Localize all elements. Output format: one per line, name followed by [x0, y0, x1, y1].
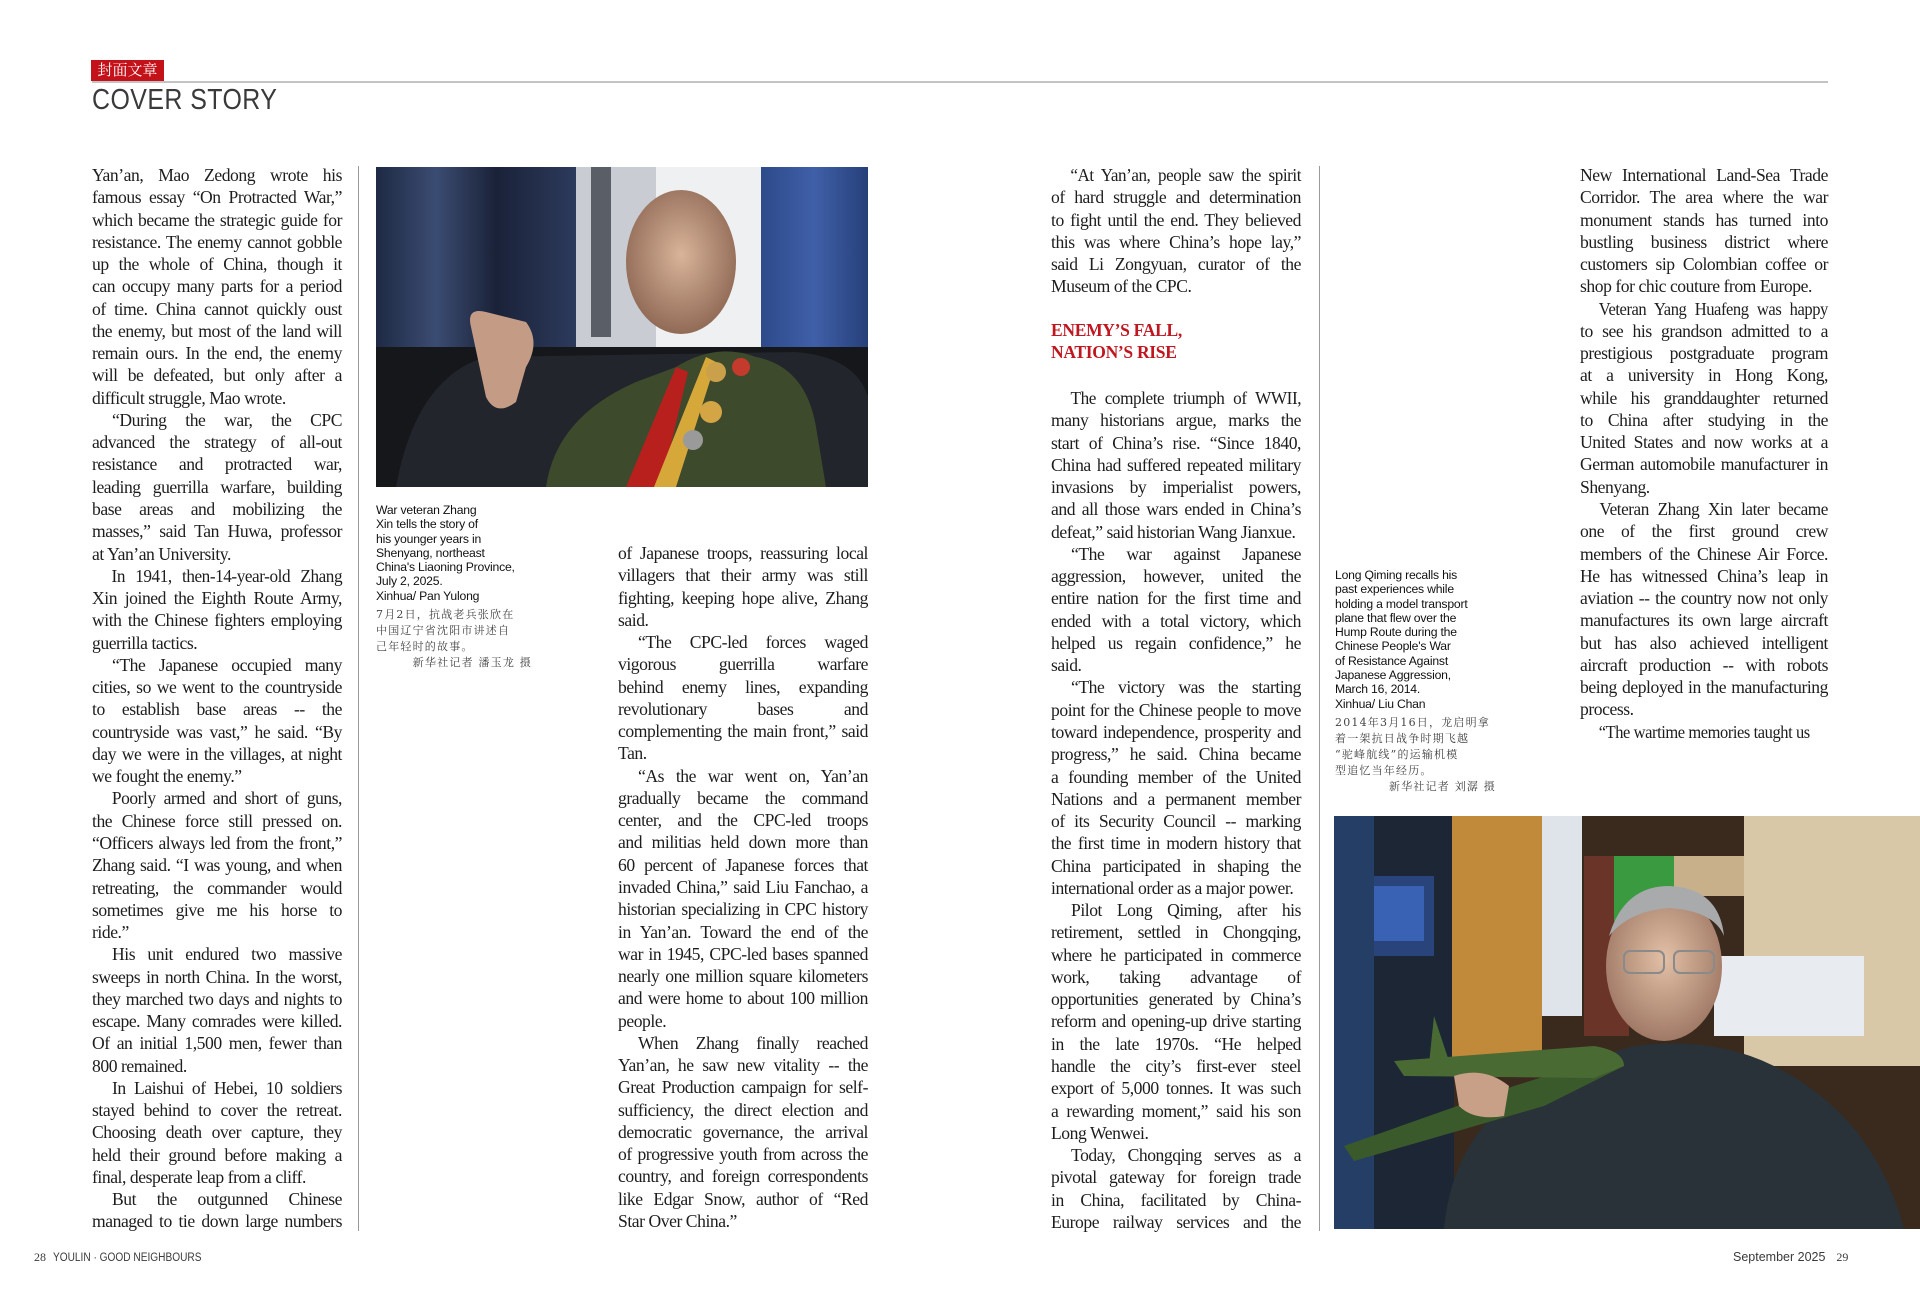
text-line: In 1941, then-14-year-old Zhang — [111, 565, 343, 586]
text-line: aviation -- the country now not only — [1580, 588, 1828, 609]
text-line: toward independence, prosperity and — [1051, 721, 1301, 742]
caption-english — [376, 503, 536, 603]
text-line: masses,” said Tan Huwa, professor — [92, 521, 342, 542]
text-line: helped us regain confidence,” he — [1051, 632, 1301, 653]
text-line: start of China’s rise. “Since 1840, — [1051, 432, 1301, 453]
page-number-left: 28 — [34, 1250, 46, 1264]
caption-chinese — [376, 607, 536, 671]
caption-line: holding a model transport — [1335, 596, 1468, 611]
photo-zhang-xin — [376, 167, 868, 487]
text-line: and were home to about 100 million — [618, 988, 868, 1009]
text-line: shop for chic couture from Europe. — [1580, 276, 1812, 297]
text-line: historian specializing in CPC history — [618, 899, 868, 920]
text-line: being deployed in the manufacturing — [1580, 677, 1828, 698]
text-line: The complete triumph of WWII, — [1070, 388, 1302, 408]
text-line: leading guerrilla warfare, building — [92, 476, 342, 497]
text-line: retirement, settled in Chongqing, — [1051, 922, 1301, 943]
text-line: progress,” he said. China became — [1051, 744, 1301, 765]
text-line: “The CPC-led forces waged — [638, 632, 868, 653]
page-number-right: 29 — [1836, 1250, 1849, 1264]
article-column-1 — [92, 164, 342, 1233]
text-line: work, taking advantage of — [1051, 966, 1301, 987]
caption-line: War veteran Zhang — [376, 503, 477, 517]
text-line: “Officers always led from the front,” — [92, 832, 342, 853]
text-line: they marched two days and nights to — [92, 988, 342, 1009]
text-line: difficult struggle, Mao wrote. — [92, 387, 286, 408]
section-badge-cn: 封面文章 — [91, 60, 164, 81]
caption-chinese-credit: 新华社记者 刘潺 摄 — [1389, 779, 1496, 793]
text-line: famous essay “On Protracted War,” — [92, 187, 342, 208]
caption-line: China's Liaoning Province, — [376, 560, 515, 575]
text-line: like Edgar Snow, author of “Red — [618, 1188, 868, 1209]
text-line: ended with a total victory, which — [1051, 610, 1301, 631]
text-line: said. — [1051, 655, 1082, 676]
caption-line: July 2, 2025. — [376, 574, 443, 589]
text-line: complementing the main front,” said — [618, 721, 868, 742]
article-column-2 — [618, 542, 868, 1232]
caption-line: Chinese People's War — [1335, 639, 1451, 654]
text-line: to see his grandson admitted to a — [1580, 320, 1828, 341]
text-line: defeat,” said historian Wang Jianxue. — [1051, 521, 1296, 542]
caption-line: 着一架抗日战争时期飞越 — [1335, 731, 1470, 745]
text-line: Yan’an, Mao Zedong wrote his — [92, 165, 342, 185]
caption-chinese-text — [1335, 715, 1500, 779]
article-column-3-top — [1051, 164, 1301, 298]
text-line: Pilot Long Qiming, after his — [1071, 900, 1301, 921]
text-line: stayed behind to cover the retreat. — [92, 1100, 342, 1121]
text-line: Long Wenwei. — [1051, 1122, 1149, 1143]
text-line: a founding member of the United — [1051, 766, 1301, 787]
subheading-enemys-fall — [1051, 319, 1301, 363]
caption-line: 己年轻时的故事。 — [376, 640, 474, 654]
text-line: process. — [1580, 699, 1634, 720]
text-line: entire nation for the first time and — [1051, 588, 1301, 609]
text-line: “The war against Japanese — [1071, 543, 1301, 564]
text-line: center, and the CPC-led troops — [618, 810, 868, 831]
folio-right — [1733, 1250, 1848, 1265]
caption-english — [1335, 568, 1500, 711]
text-line: of Japanese troops, reassuring local — [618, 543, 868, 563]
caption-line: Xinhua/ Pan Yulong — [376, 588, 480, 603]
text-line: Europe railway services and the — [1051, 1211, 1301, 1232]
text-line: to fight until the end. They believed — [1051, 209, 1301, 230]
text-line: handle the city’s first-ever steel — [1051, 1055, 1301, 1076]
text-line: in China, facilitated by China- — [1051, 1189, 1301, 1210]
text-line: pivotal gateway for foreign trade — [1051, 1167, 1301, 1188]
text-line: at a university in Hong Kong, — [1580, 365, 1828, 386]
text-line: and militias held down more than — [618, 832, 868, 853]
photo-caption-long-qiming — [1335, 568, 1500, 795]
text-line: invasions by imperialist powers, — [1051, 477, 1301, 498]
text-line: we fought the enemy.” — [92, 766, 242, 787]
text-line: Great Production campaign for self- — [618, 1077, 868, 1098]
text-line: “At Yan’an, people saw the spirit — [1070, 165, 1302, 185]
text-line: Xin joined the Eighth Route Army, — [92, 588, 342, 609]
text-line: the enemy, but most of the land will — [92, 320, 342, 341]
text-line: Today, Chongqing serves as a — [1071, 1145, 1301, 1166]
caption-line: Xin tells the story of — [376, 517, 478, 532]
text-line: at Yan’an University. — [92, 543, 231, 564]
text-line: will be defeated, but only after a — [92, 365, 342, 386]
header-rule — [92, 81, 1828, 83]
caption-line: his younger years in — [376, 531, 482, 546]
text-line: the Chinese force still pressed on. — [92, 810, 342, 831]
text-line: In Laishui of Hebei, 10 soldiers — [112, 1077, 342, 1098]
text-line: day we were in the villages, at night — [92, 743, 342, 764]
text-line: country, and foreign correspondents — [618, 1166, 868, 1187]
text-line: resistance. The enemy cannot gobble — [92, 231, 342, 252]
caption-line: Shenyang, northeast — [376, 545, 485, 560]
caption-line: past experiences while — [1335, 582, 1454, 597]
text-line: invaded China,” said Liu Fanchao, a — [618, 876, 868, 897]
text-line: said. — [618, 609, 649, 630]
text-line: held their ground before making a — [92, 1144, 342, 1165]
text-line: China had suffered repeated military — [1051, 454, 1301, 475]
caption-line: March 16, 2014. — [1335, 682, 1421, 697]
text-line: but has also achieved intelligent — [1580, 632, 1828, 653]
text-line: said Li Zongyuan, curator of the — [1051, 254, 1301, 275]
caption-line: 7月2日，抗战老兵张欣在 — [376, 608, 515, 622]
text-line: cities, so we went to the countryside — [92, 677, 342, 698]
text-line: export of 5,000 tonnes. It was such — [1051, 1078, 1301, 1099]
text-line: sometimes give me his horse to — [92, 899, 342, 920]
text-line: Shenyang. — [1580, 476, 1650, 497]
caption-line: 中国辽宁省沈阳市讲述自 — [376, 624, 511, 638]
text-line: advanced the strategy of all-out — [92, 432, 342, 453]
text-line: of time. China cannot quickly oust — [92, 298, 342, 319]
text-line: Yan’an, he saw new vitality -- the — [618, 1055, 868, 1076]
text-line: gradually became the command — [618, 787, 868, 808]
text-line: base areas and mobilizing the — [92, 498, 342, 519]
text-line: international order as a major power. — [1051, 877, 1294, 898]
text-line: manufactures its own large aircraft — [1580, 610, 1828, 631]
text-line: people. — [618, 1010, 667, 1031]
text-line: Choosing death over capture, they — [92, 1122, 342, 1143]
caption-line: plane that flew over the — [1335, 610, 1457, 625]
text-line: to China after studying in the — [1580, 409, 1828, 430]
text-line: United States and now works at a — [1580, 432, 1828, 453]
text-line: His unit endured two massive — [112, 944, 342, 965]
text-line: remain ours. In the end, the enemy — [92, 343, 342, 364]
text-line: Veteran Zhang Xin later became — [1599, 498, 1828, 519]
text-line: nearly one million square kilometers — [618, 966, 868, 987]
text-line: a rewarding moment,” said his son — [1051, 1100, 1301, 1121]
text-line: this was where China’s hope lay,” — [1051, 231, 1301, 252]
section-title: COVER STORY — [92, 84, 278, 116]
text-line: villagers that their army was still — [618, 565, 868, 586]
text-line: with the Chinese fighters employing — [92, 610, 342, 631]
text-line: revolutionary bases and — [618, 698, 868, 719]
text-line: aggression, however, united the — [1051, 566, 1301, 587]
folio-left — [34, 1250, 222, 1265]
photo-long-qiming — [1334, 816, 1920, 1229]
text-line: 60 percent of Japanese forces that — [618, 854, 868, 875]
text-line: democratic governance, the arrival — [618, 1121, 868, 1142]
text-line: of progressive youth from across the — [618, 1144, 868, 1165]
text-line: one of the first ground crew — [1580, 521, 1828, 542]
caption-line: Long Qiming recalls his — [1335, 568, 1458, 582]
text-line: of hard struggle and determination — [1051, 187, 1301, 208]
caption-chinese-credit: 新华社记者 潘玉龙 摄 — [412, 656, 532, 670]
text-line: ride.” — [92, 922, 129, 943]
text-line: “As the war went on, Yan’an — [638, 765, 868, 786]
text-line: Poorly armed and short of guns, — [111, 788, 342, 809]
text-line: “The victory was the starting — [1071, 677, 1301, 698]
text-line: Corridor. The area where the war — [1580, 187, 1828, 208]
text-line: Nations and a permanent member — [1051, 788, 1301, 809]
text-line: 800 remained. — [92, 1055, 187, 1076]
text-line: the first time in modern history that — [1051, 833, 1301, 854]
caption-line: 2014年3月16日，龙启明拿 — [1335, 715, 1490, 729]
text-line: to establish base areas -- the — [92, 699, 342, 720]
caption-line: 型追忆当年经历。 — [1335, 763, 1433, 777]
text-line: escape. Many comrades were killed. — [92, 1011, 342, 1032]
photo-long-qiming-image — [1334, 816, 1920, 1229]
text-line: “The wartime memories taught us — [1598, 721, 1810, 742]
text-line: up the whole of China, though it — [92, 254, 342, 275]
caption-line: Japanese Aggression, — [1335, 668, 1451, 683]
photo-caption-zhang-xin — [376, 503, 536, 671]
text-line: New International Land-Sea Trade — [1580, 165, 1828, 185]
text-line: and all those wars ended in China’s — [1051, 499, 1301, 520]
article-column-4 — [1580, 164, 1828, 743]
text-line: prestigious postgraduate program — [1580, 343, 1828, 364]
text-line: in Yan’an. Toward the end of the — [618, 921, 868, 942]
text-line: Museum of the CPC. — [1051, 276, 1192, 297]
caption-line: Xinhua/ Liu Chan — [1335, 696, 1426, 711]
text-line: where he participated in commerce — [1051, 944, 1301, 965]
text-line: which became the strategic guide for — [92, 209, 342, 230]
text-line: managed to tie down large numbers — [92, 1211, 342, 1232]
column-divider — [1319, 166, 1320, 1231]
text-line: sufficiency, the direct election and — [618, 1099, 868, 1120]
text-line: war in 1945, CPC-led bases spanned — [618, 943, 868, 964]
text-line: resistance and protracted war, — [92, 454, 342, 475]
text-line: aircraft production -- with robots — [1580, 654, 1828, 675]
text-line: monument stands has turned into — [1580, 209, 1828, 230]
text-line: Tan. — [618, 743, 647, 764]
text-line: “The Japanese occupied many — [112, 654, 342, 675]
text-line: sweeps in north China. In the worst, — [92, 966, 342, 987]
text-line: When Zhang finally reached — [638, 1032, 868, 1053]
text-line: countryside was vast,” he said. “By — [92, 721, 342, 742]
article-column-3 — [1051, 387, 1301, 1233]
text-line: behind enemy lines, expanding — [618, 676, 868, 697]
column-divider — [358, 166, 359, 1231]
text-line: bustling business district where — [1580, 231, 1828, 252]
photo-zhang-xin-image — [376, 167, 868, 487]
text-line: reform and opening-up drive starting — [1051, 1011, 1301, 1032]
text-line: customers sip Colombian coffee or — [1580, 254, 1828, 275]
text-line: Zhang said. “I was young, and when — [92, 855, 342, 876]
text-line: He has witnessed China’s leap in — [1580, 565, 1828, 586]
text-line: retreating, the commander would — [92, 877, 342, 898]
issue-date: September 2025 — [1733, 1250, 1826, 1264]
text-line: Veteran Yang Huafeng was happy — [1598, 298, 1828, 319]
caption-line: of Resistance Against — [1335, 653, 1449, 668]
text-line: Star Over China.” — [618, 1210, 737, 1231]
text-line: can occupy many parts for a period — [92, 276, 342, 297]
text-line: of its Security Council -- marking — [1051, 811, 1301, 832]
text-line: in the late 1970s. “He helped — [1051, 1033, 1301, 1054]
caption-chinese-text — [376, 607, 536, 655]
text-line: German automobile manufacturer in — [1580, 454, 1828, 475]
text-line: guerrilla tactics. — [92, 632, 198, 653]
publication-name: YOULIN · GOOD NEIGHBOURS — [52, 1252, 202, 1264]
caption-chinese — [1335, 715, 1500, 795]
text-line: members of the Chinese Air Force. — [1580, 543, 1828, 564]
text-line: But the outgunned Chinese — [112, 1189, 342, 1210]
text-line: while his granddaughter returned — [1580, 387, 1828, 408]
text-line: many historians argue, marks the — [1051, 410, 1301, 431]
text-line: point for the Chinese people to move — [1051, 699, 1301, 720]
subheading-line: ENEMY’S FALL, — [1051, 320, 1182, 340]
caption-line: “驼峰航线”的运输机模 — [1335, 747, 1459, 761]
text-line: final, desperate leap from a cliff. — [92, 1166, 306, 1187]
subheading-line: NATION’S RISE — [1051, 342, 1177, 362]
text-line: vigorous guerrilla warfare — [618, 654, 868, 675]
text-line: opportunities generated by China’s — [1051, 989, 1301, 1010]
caption-line: Hump Route during the — [1335, 625, 1457, 640]
text-line: fighting, keeping hope alive, Zhang — [618, 587, 868, 608]
text-line: China participated in shaping the — [1051, 855, 1301, 876]
text-line: Of an initial 1,500 men, fewer than — [92, 1033, 342, 1054]
text-line: “During the war, the CPC — [112, 409, 342, 430]
